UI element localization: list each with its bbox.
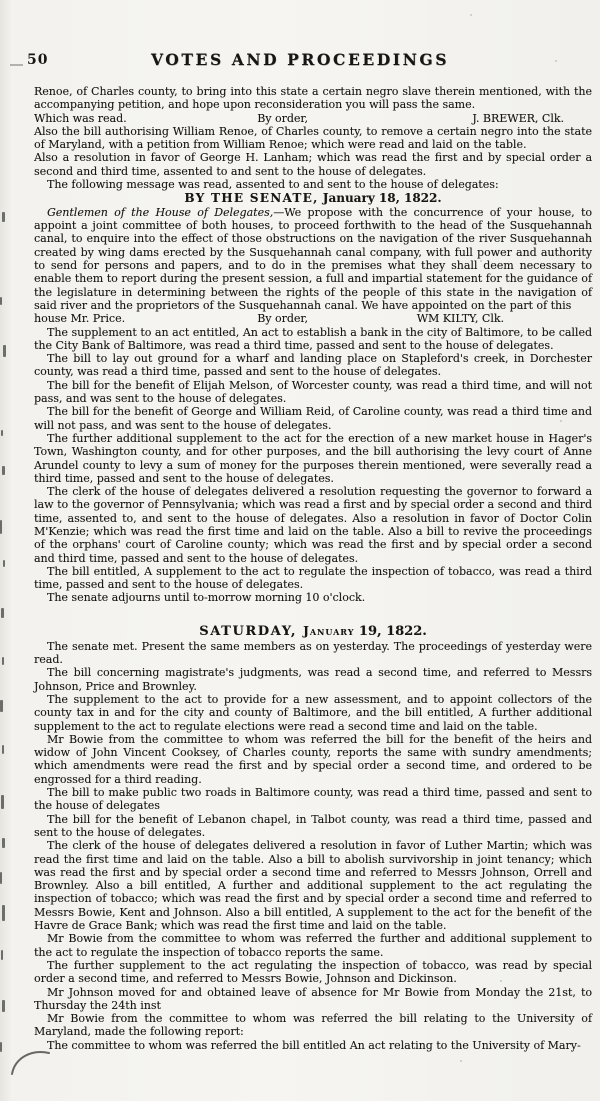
ink-dot [500,980,502,982]
ink-speck [0,520,2,534]
ink-speck [2,905,5,921]
page-body [34,85,592,1052]
paragraph-bowie-tobacco-report: Mr Bowie from the committee to whom was referred the further and additional supplement to the act to regulate the inspection of tobacco reports the same. [34,932,592,959]
heading-senate-date: January 18, 1822. [318,191,442,206]
ink-speck [2,212,5,222]
ink-dot [560,420,562,422]
paragraph-adjournment: The senate adjourns until to-morrow morning 10 o'clock. [47,591,366,605]
ink-speck [0,1042,2,1052]
message-body-text: —We propose with the concurrence of your house, to appoint a joint committee of both houses, to proceed forthwith to the head of the Susquehannah canal, to enquire into the effect of those obstructions on the navigation of the river Susquehannah created by wing dams erected by the Susquehannah canal company, with full power and authority to send for persons and papers, and to do in the premises what they shall deem necessary to enable them to report during the present session, a full and impartial statement for the guidance of the legislature in determining between the rights of the people of this state in the navigation of said river and the proprietors of the Susquehannah canal. We have appointed on the part of this [34,205,592,312]
paragraph-tobacco-supplement: The bill entitled, A supplement to the act to regulate the inspection of tobacco, was read a third time, passed and sent to the house of delegates. [34,564,592,592]
heading-saturday-session [34,624,592,639]
paragraph-senate-message [34,206,592,312]
heading-senate-caps: BY THE SENATE, [184,191,319,206]
paragraph-clerk-resolutions: The clerk of the house of delegates delivered a resolution requesting the governor to forward a law to the governor of Pennsylvania; which was read a first and by special order a second and third time, assented to, and sent to the house of delegates. Also a resolution in favor of Doctor Colin M'Kenzie; which was read the first time and laid on the table. Also a bill to revive the proceedings of the orphans' court of Caroline county; which was read the first and by special order a second and third time, passed and sent to the house of delegates. [34,485,592,565]
paragraph-magistrates-judgments: The bill concerning magistrate's judgments, was read a second time, and referred to Messrs Johnson, Price and Brownley. [34,666,592,693]
ink-speck [2,657,4,665]
paragraph-senate-met: The senate met. Present the same members as on yesterday. The proceedings of yesterday were read. [34,639,592,667]
pen-flourish-mark [9,1044,53,1078]
paragraph-cooksey-amendments: Mr Bowie from the committee to whom was referred the bill for the benefit of the heirs and widow of John Vincent Cooksey, of Charles county, reports the same with sundry amendments; which amendments were read the first and by special order a second time, and ordered to be engrossed for a third reading. [34,732,592,786]
ink-speck [0,872,2,884]
paragraph-further-tobacco-supplement: The further supplement to the act regulating the inspection of tobacco, was read by special order a second time, and referred to Messrs Bowie, Johnson and Dickinson. [34,958,592,986]
ink-speck [1,430,3,436]
ink-dot [540,700,542,702]
ink-speck [2,745,4,754]
paragraph-also-renoe-bill: Also the bill authorising William Renoe, of Charles county, to remove a certain negro into the state of Maryland, with a petition from William Renoe; which were read and laid on the table. [34,124,592,152]
heading-by-the-senate [34,191,592,206]
paragraph-market-house: The further additional supplement to the act for the erection of a new market house in Hager's Town, Washington county, and for other purposes, and the bill authorising the levy court of Anne Arundel county to levy a sum of money for the purposes therein mentioned, were severally read a third time, passed and sent to the house of delegates. [34,431,592,485]
by-order-label: By order, [257,111,308,125]
heading-saturday-day: SATURDAY, [199,623,304,639]
clerk-signature-brewer: J. BREWER, Clk. [472,111,564,125]
paragraph-william-reid: The bill for the benefit of George and William Reid, of Caroline county, was read a third time and will not pass, and was sent to the house of delegates. [34,405,592,432]
page-header [0,0,600,78]
attestation-kilty [34,312,592,325]
salutation-text: Gentlemen of the House of Delegates, [47,205,274,219]
attestation-brewer [34,112,592,125]
ink-dot [460,1060,462,1062]
paragraph-university-report: Mr Bowie from the committee to whom was referred the bill relating to the University of Maryland, made the following report: [34,1012,592,1039]
ink-dot [480,260,482,262]
paragraph-also-lanham-resolution: Also a resolution in favor of George H. Lanham; which was read the first and by special order a second and third time, assented to and sent to the house of delegates. [34,151,592,178]
ink-speck [2,1000,5,1012]
ink-speck [2,466,5,475]
ink-speck [1,608,4,618]
ink-speck [1,950,3,960]
attestation-left-text: Which was read. [34,111,127,125]
ink-speck [0,700,3,712]
ink-speck [1,795,4,809]
page-title: VOTES AND PROCEEDINGS [150,50,450,69]
page-number: 50 [27,52,49,68]
paragraph-leave-of-absence: Mr Johnson moved for and obtained leave of absence for Mr Bowie from Monday the 21st, to Thursday the 24th inst [34,985,592,1012]
heading-saturday-date: 19, 1822. [354,623,427,639]
heading-saturday-month: January [303,623,355,638]
attestation-left-text: house Mr. Price. [34,312,126,326]
ink-speck [3,560,5,567]
paragraph-two-roads: The bill to make public two roads in Baltimore county, was read a third time, passed and sent to the house of delegates [34,786,592,813]
paragraph-new-assessment: The supplement to the act to provide for a new assessment, and to appoint collectors of the county tax in and for the city and county of Baltimore, and the bill entitled, A further additional supplement to the act to regulate elections were read a second time and laid on the table. [34,692,592,733]
ink-dot [520,120,522,122]
ink-speck [3,345,6,357]
paragraph-wharf-stapleford: The bill to lay out ground for a wharf and landing place on Stapleford's creek, in Dorchester county, was read a third time, passed and sent to the house of delegates. [34,352,592,379]
clerk-signature-kilty: WM KILTY, Clk. [416,312,504,326]
paragraph-luther-martin: The clerk of the house of delegates delivered a resolution in favor of Luther Martin; which was read the first time and laid on the table. Also a bill to abolish survivorship in joint tenancy; which was read the first and by special order a second time and referred to Messrs Johnson, Orrell and Brownley. Also a bill entitled, A further and additional supplement to the act regulating the inspection of tobacco; which was read the first and by special order a second time and referred to Messrs Bowie, Kent and Johnson. Also a bill entitled, A supplement to the act for the benefit of the Havre de Grace Bank; which was read the first time and laid on the table. [34,839,592,933]
paragraph-elijah-melson: The bill for the benefit of Elijah Melson, of Worcester county, was read a third time, and will not pass, and was sent to the house of delegates. [34,378,592,406]
by-order-label: By order, [257,312,308,326]
ink-speck [0,297,2,305]
paragraph-city-bank: The supplement to an act entitled, An act to establish a bank in the city of Baltimore, to be called the City Bank of Baltimore, was read a third time, passed and sent to the house of delegates. [34,325,592,352]
ink-speck [2,838,5,848]
paragraph-following-message: The following message was read, assented to and sent to the house of delegates: [47,178,499,192]
paragraph-lebanon-chapel: The bill for the benefit of Lebanon chapel, in Talbot county, was read a third time, passed and sent to the house of delegates. [34,812,592,839]
paragraph-renoe-continuation: Renoe, of Charles county, to bring into this state a certain negro slave therein mentioned, with the accompanying petition, and hope upon reconsideration you will pass the same. [34,85,592,112]
paragraph-university-committee: The committee to whom was referred the bill entitled An act relating to the University of Mary- [47,1038,581,1052]
